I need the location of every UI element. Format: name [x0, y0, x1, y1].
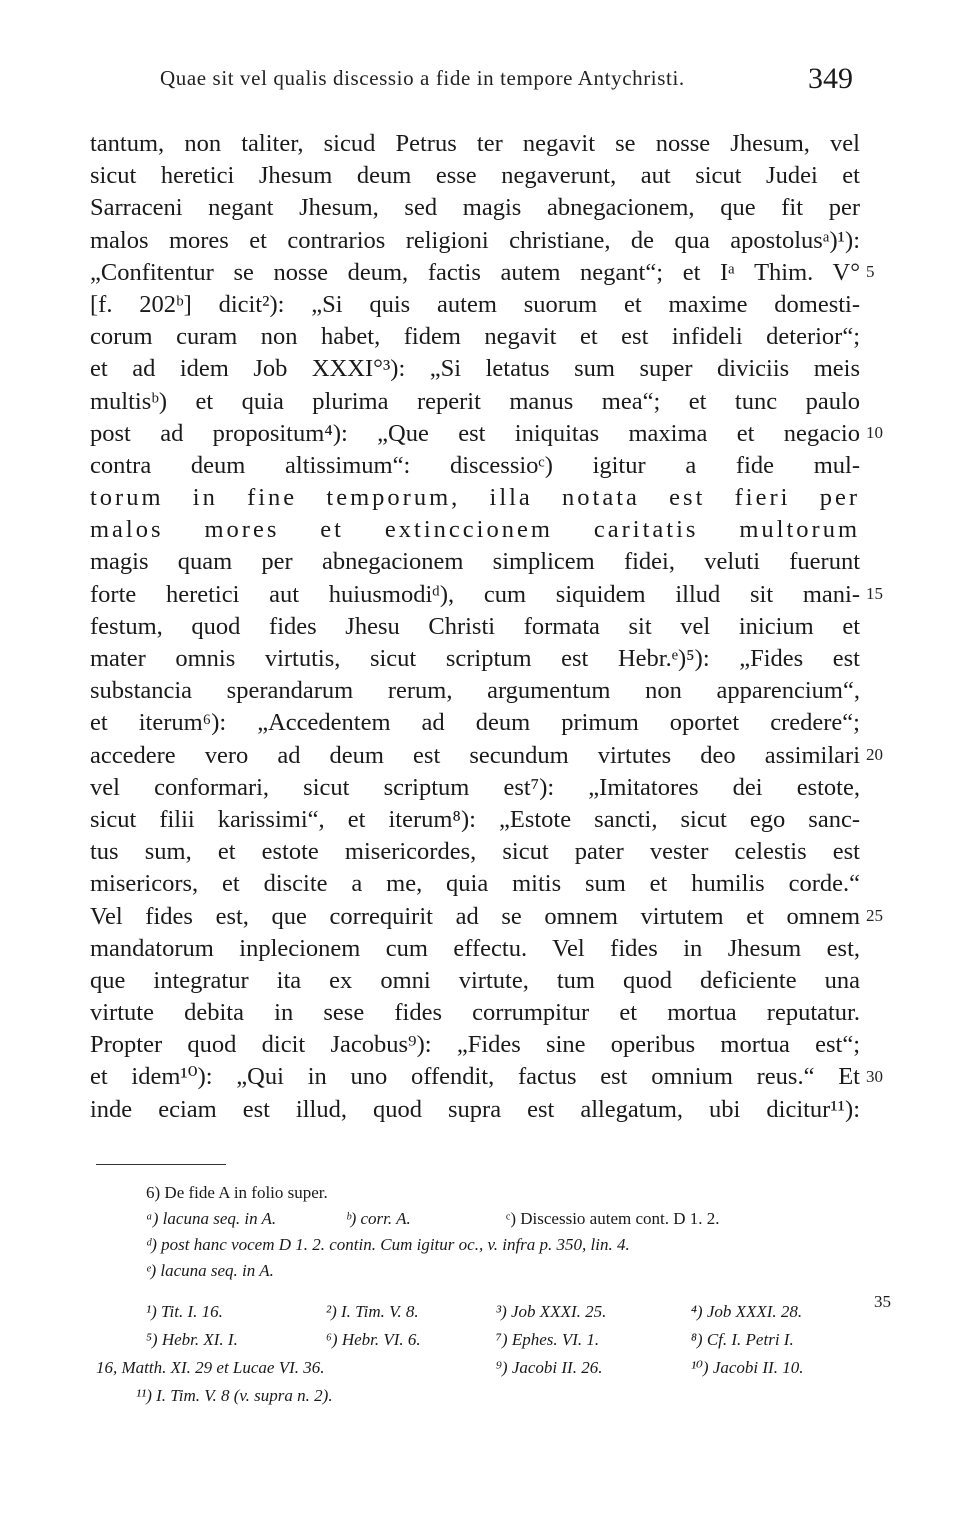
footnote-a: ᵃ) lacuna seq. in A. — [146, 1209, 277, 1228]
reference-row — [96, 1354, 876, 1382]
text-line: malos mores et extinccionem caritatis multorum — [90, 516, 860, 544]
footnote-separator — [96, 1164, 226, 1165]
reference: ⁵) Hebr. XI. I. — [146, 1330, 238, 1349]
text-line: et iterum⁶): „Accedentem ad deum primum oportet credere“; — [90, 709, 860, 737]
text-line: festum, quod fides Jhesu Christi formata sit vel inicium et — [90, 612, 860, 640]
text-line: que integratur ita ex omni virtute, tum quod deficiente una — [90, 966, 860, 994]
text-line: Vel fides est, que correquirit ad se omnem virtutem et omnem — [90, 902, 860, 930]
page-header — [0, 62, 960, 102]
text-line: torum in fine temporum, illa notata est fieri per — [90, 484, 860, 512]
line-number: 10 — [866, 423, 883, 442]
footnote-e: ᵉ) lacuna seq. in A. — [146, 1261, 274, 1280]
reference-row — [146, 1298, 876, 1326]
text-line: mater omnis virtutis, sicut scriptum est Hebr.ᵉ)⁵): „Fides est — [90, 645, 860, 672]
footnote-row — [146, 1206, 876, 1232]
text-line: Propter quod dicit Jacobus⁹): „Fides sine operibus mortua est“; — [90, 1031, 860, 1059]
reference: ⁴) Job XXXI. 28. — [691, 1302, 803, 1321]
line-number: 15 — [866, 584, 883, 603]
reference: ¹⁰) Jacobi II. 10. — [691, 1358, 804, 1377]
footnote-line: 6) De fide A in folio super. — [146, 1183, 328, 1202]
reference: ⁸) Cf. I. Petri I. — [691, 1330, 794, 1349]
text-line: corum curam non habet, fidem negavit et est infideli deterior“; — [90, 323, 860, 351]
text-line: virtute debita in sese fides corrumpitur et mortua reputatur. — [90, 999, 860, 1027]
reference: 16, Matth. XI. 29 et Lucae VI. 36. — [96, 1358, 325, 1377]
text-line: contra deum altissimum“: discessioᶜ) igitur a fide mul- — [90, 451, 860, 479]
text-line: misericors, et discite a me, quia mitis sum et humilis corde.“ — [90, 870, 860, 898]
footnote-d: ᵈ) post hanc vocem D 1. 2. contin. Cum igitur oc., v. infra p. 350, lin. 4. — [146, 1235, 630, 1254]
reference: ²) I. Tim. V. 8. — [326, 1302, 419, 1321]
text-line: „Confitentur se nosse deum, factis autem negant“; et Iᵃ Thim. V° — [90, 258, 860, 286]
body-text — [90, 128, 860, 1126]
text-line: forte heretici aut huiusmodiᵈ), cum siquidem illud sit mani- — [90, 580, 860, 608]
text-line: malos mores et contrarios religioni christiane, de qua apostolusᵃ)¹): — [90, 226, 860, 254]
line-number: 25 — [866, 906, 883, 925]
reference-row — [136, 1382, 876, 1410]
text-line: sicut filii karissimi“, et iterum⁸): „Estote sancti, sicut ego sanc- — [90, 805, 860, 833]
text-line: multisᵇ) et quia plurima reperit manus mea“; et tunc paulo — [90, 387, 860, 415]
reference: ⁹) Jacobi II. 26. — [496, 1358, 603, 1377]
text-line: magis quam per abnegacionem simplicem fidei, veluti fuerunt — [90, 548, 860, 576]
reference: ¹¹) I. Tim. V. 8 (v. supra n. 2). — [136, 1386, 333, 1405]
text-line: Sarraceni negant Jhesum, sed magis abnegacionem, que fit per — [90, 194, 860, 222]
reference: ⁷) Ephes. VI. 1. — [496, 1330, 600, 1349]
reference: ⁶) Hebr. VI. 6. — [326, 1330, 421, 1349]
text-line: [f. 202ᵇ] dicit²): „Si quis autem suorum et maxime domesti- — [90, 290, 860, 318]
text-line: tantum, non taliter, sicud Petrus ter negavit se nosse Jhesum, vel — [90, 130, 860, 157]
text-line: tus sum, et estote misericordes, sicut pater vester celestis est — [90, 838, 860, 866]
text-line: et idem¹⁰): „Qui in uno offendit, factus est omnium reus.“ Et — [90, 1063, 860, 1091]
reference: ¹) Tit. I. 16. — [146, 1302, 223, 1321]
reference-row — [146, 1326, 876, 1354]
text-line: mandatorum inplecionem cum effectu. Vel fides in Jhesum est, — [90, 934, 860, 962]
text-line: sicut heretici Jhesum deum esse negaverunt, aut sicut Judei et — [90, 162, 860, 190]
footnotes — [96, 1180, 876, 1410]
line-number: 20 — [866, 745, 883, 764]
footnote-c: ᶜ) Discessio autem cont. D 1. 2. — [506, 1209, 720, 1228]
running-title: Quae sit vel qualis discessio a fide in tempore Antychristi. — [160, 66, 685, 90]
reference: ³) Job XXXI. 25. — [496, 1302, 607, 1321]
text-line: inde eciam est illud, quod supra est allegatum, ubi dicitur¹¹): — [90, 1095, 860, 1123]
text-line: et ad idem Job XXXI°³): „Si letatus sum super diviciis meis — [90, 355, 860, 383]
footnote-b: ᵇ) corr. A. — [346, 1209, 411, 1228]
footnote-line-number: 35 — [874, 1292, 891, 1311]
text-line: vel conformari, sicut scriptum est⁷): „Imitatores dei estote, — [90, 773, 860, 801]
text-line: substancia sperandarum rerum, argumentum non apparencium“, — [90, 677, 860, 705]
page-number: 349 — [808, 62, 853, 95]
line-number: 5 — [866, 262, 875, 281]
text-line: post ad propositum⁴): „Que est iniquitas maxima et negacio — [90, 419, 860, 447]
text-line: accedere vero ad deum est secundum virtutes deo assimilari — [90, 741, 860, 769]
line-number: 30 — [866, 1067, 883, 1086]
